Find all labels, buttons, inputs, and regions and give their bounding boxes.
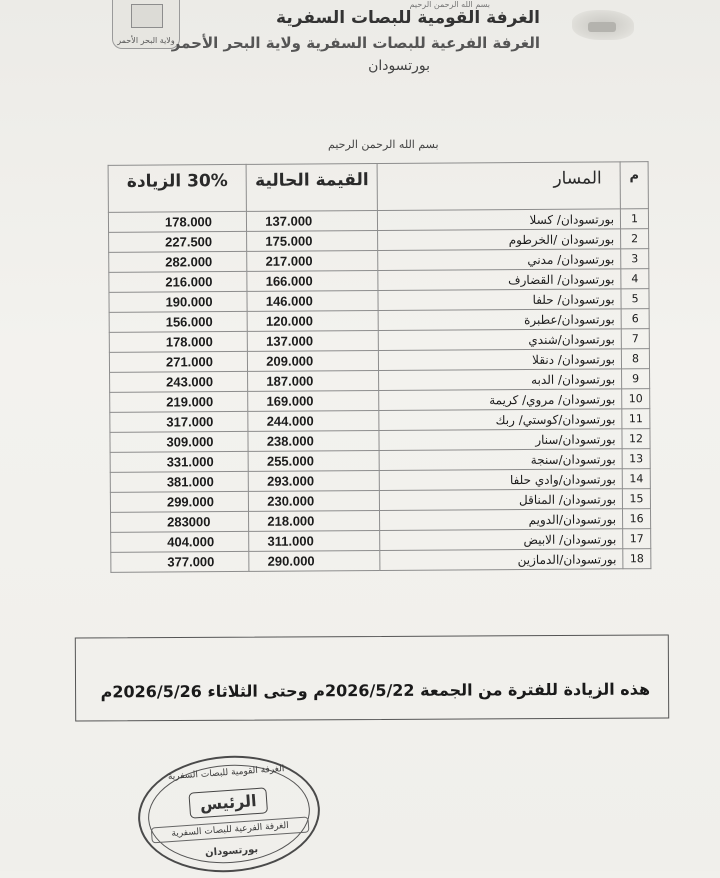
header-increase: 30% الزيادة xyxy=(108,164,247,212)
row-route: بورتسودان/سنجة xyxy=(379,449,622,471)
row-index: 8 xyxy=(621,349,649,369)
table-header-row xyxy=(108,162,648,213)
row-index: 12 xyxy=(622,429,650,449)
left-logo-caption: ولاية البحر الأحمر xyxy=(117,36,175,45)
row-increase-value: 178.000 xyxy=(108,211,246,232)
row-increase-value: 178.000 xyxy=(109,331,247,352)
row-increase-value: 317.000 xyxy=(110,411,248,432)
row-route: بورتسودان/كوستي/ ربك xyxy=(379,409,622,431)
row-index: 10 xyxy=(622,389,650,409)
row-index: 11 xyxy=(622,409,650,429)
row-increase-value: 381.000 xyxy=(110,471,248,492)
row-current-value: 290.000 xyxy=(249,551,380,572)
row-index: 15 xyxy=(622,489,650,509)
row-increase-value: 216.000 xyxy=(109,271,247,292)
row-route: بورتسودان/ مدني xyxy=(378,249,621,271)
row-increase-value: 227.500 xyxy=(109,231,247,252)
emblem-icon xyxy=(131,4,163,28)
row-route: بورتسودان/ كسلا xyxy=(378,209,621,231)
left-logo xyxy=(112,0,180,49)
stamp-middle-text: الغرفة الفرعية للبصات السفرية xyxy=(151,816,310,843)
row-index: 5 xyxy=(621,289,649,309)
row-increase-value: 283000 xyxy=(111,511,249,532)
row-index: 14 xyxy=(622,469,650,489)
row-current-value: 187.000 xyxy=(248,371,379,392)
row-current-value: 255.000 xyxy=(248,451,379,472)
row-increase-value: 282.000 xyxy=(109,251,247,272)
note-box xyxy=(75,634,669,721)
row-current-value: 293.000 xyxy=(249,471,380,492)
row-route: بورتسودان/الدويم xyxy=(380,509,623,531)
row-increase-value: 377.000 xyxy=(111,551,249,572)
header-org-name: الغرفة القومية للبصات السفرية xyxy=(276,8,540,28)
row-increase-value: 309.000 xyxy=(110,431,248,452)
row-index: 3 xyxy=(621,249,649,269)
row-current-value: 166.000 xyxy=(247,271,378,292)
row-route: بورتسودان/ مروي/ كريمة xyxy=(379,389,622,411)
row-route: بورتسودان/ حلفا xyxy=(378,289,621,311)
fares-table-wrapper xyxy=(108,161,652,573)
header-index: م xyxy=(620,162,648,209)
row-increase-value: 331.000 xyxy=(110,451,248,472)
row-route: بورتسودان/عطبرة xyxy=(378,309,621,331)
row-route: بورتسودان/ القضارف xyxy=(378,269,621,291)
row-route: بورتسودان /الخرطوم xyxy=(378,229,621,251)
row-increase-value: 156.000 xyxy=(109,311,247,332)
note-text: هذه الزيادة للفترة من الجمعة 2026/5/22م وحتى الثلاثاء 2026/5/26م xyxy=(100,679,651,702)
row-index: 6 xyxy=(621,309,649,329)
header-branch-name: الغرفة الفرعية للبصات السفرية ولاية البحر الأحمر xyxy=(171,34,540,52)
row-route: بورتسودان/شندي xyxy=(378,329,621,351)
row-current-value: 175.000 xyxy=(247,231,378,252)
row-current-value: 230.000 xyxy=(249,491,380,512)
header-city: بورتسودان xyxy=(368,58,430,74)
bus-icon xyxy=(588,22,616,32)
row-increase-value: 243.000 xyxy=(110,371,248,392)
row-index: 7 xyxy=(621,329,649,349)
row-current-value: 217.000 xyxy=(247,251,378,272)
official-stamp xyxy=(134,750,324,878)
row-index: 16 xyxy=(623,509,651,529)
row-index: 9 xyxy=(622,369,650,389)
stamp-top-text: الغرفة القومية للبصات السفرية xyxy=(167,764,285,783)
row-current-value: 238.000 xyxy=(248,431,379,452)
row-index: 13 xyxy=(622,449,650,469)
row-current-value: 218.000 xyxy=(249,511,380,532)
fares-table xyxy=(108,161,652,573)
row-increase-value: 190.000 xyxy=(109,291,247,312)
basmala: بسم الله الرحمن الرحيم xyxy=(328,138,439,151)
right-logo xyxy=(566,4,642,44)
row-index: 2 xyxy=(621,229,649,249)
stamp-bottom-text: بورتسودان xyxy=(204,844,259,859)
row-current-value: 244.000 xyxy=(248,411,379,432)
row-increase-value: 299.000 xyxy=(110,491,248,512)
row-current-value: 169.000 xyxy=(248,391,379,412)
row-index: 18 xyxy=(623,549,651,569)
row-increase-value: 219.000 xyxy=(110,391,248,412)
row-current-value: 137.000 xyxy=(248,331,379,352)
row-route: بورتسودان/ دنقلا xyxy=(378,349,621,371)
row-increase-value: 404.000 xyxy=(111,531,249,552)
table-row xyxy=(111,549,651,573)
stamp-title: الرئيس xyxy=(188,787,268,818)
row-current-value: 209.000 xyxy=(248,351,379,372)
row-route: بورتسودان/ الدبه xyxy=(379,369,622,391)
row-increase-value: 271.000 xyxy=(109,351,247,372)
header-top-small: بسم الله الرحمن الرحيم xyxy=(409,0,490,9)
row-current-value: 146.000 xyxy=(247,291,378,312)
row-index: 1 xyxy=(620,209,648,229)
row-index: 17 xyxy=(623,529,651,549)
row-current-value: 137.000 xyxy=(247,211,378,232)
row-route: بورتسودان/ المناقل xyxy=(379,489,622,511)
header-current-value: القيمة الحالية xyxy=(246,164,377,212)
row-route: بورتسودان/الدمازين xyxy=(380,549,623,571)
row-current-value: 120.000 xyxy=(247,311,378,332)
header-route: المسار xyxy=(377,162,620,211)
row-index: 4 xyxy=(621,269,649,289)
row-route: بورتسودان/ الابيض xyxy=(380,529,623,551)
row-route: بورتسودان/سنار xyxy=(379,429,622,451)
row-route: بورتسودان/وادي حلفا xyxy=(379,469,622,491)
row-current-value: 311.000 xyxy=(249,531,380,552)
